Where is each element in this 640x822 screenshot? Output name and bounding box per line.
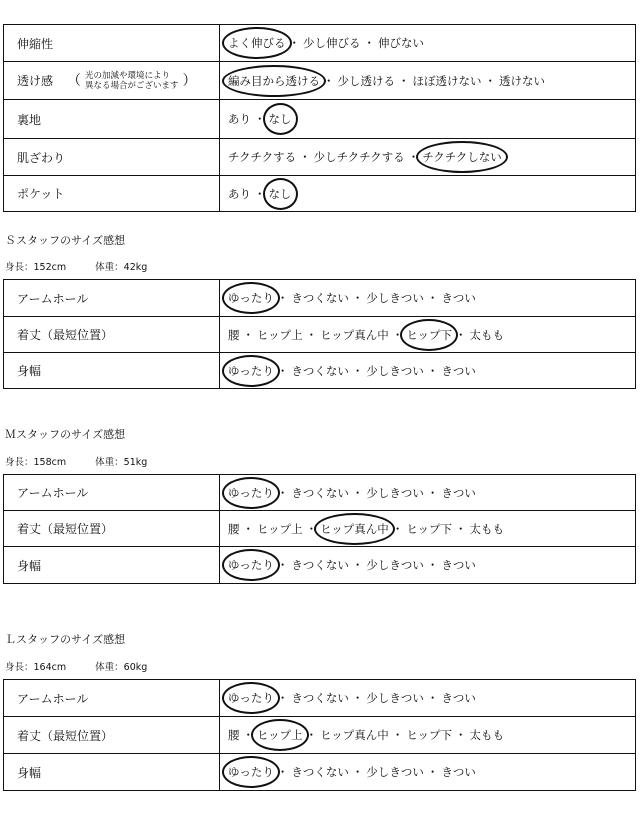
row-options: [220, 547, 636, 584]
option-separator: ・: [426, 485, 439, 500]
row-label: 着丈（最短位置）: [4, 317, 220, 353]
note-line-1: 光の加減や環境により: [85, 70, 171, 81]
row-label-cell: [4, 62, 220, 100]
row-label: 身幅: [4, 754, 220, 791]
row-options: [220, 475, 636, 511]
row-options: [220, 25, 636, 62]
option: ヒップ上: [257, 521, 303, 536]
row-options: [220, 353, 636, 389]
option-separator: ・: [484, 73, 496, 88]
row-options: [220, 62, 636, 100]
height-label: 身長：164cm: [5, 662, 67, 673]
row-options: [220, 100, 636, 139]
row-label: アームホール: [4, 475, 220, 511]
row-label: 伸縮性: [4, 25, 220, 62]
option-separator: ・: [391, 521, 404, 536]
option: きつくない: [291, 691, 349, 705]
spec-row-texture: [4, 139, 636, 176]
spec-row-stretch: [4, 25, 636, 62]
size-row-armhole: [4, 280, 636, 317]
row-label: 肌ざわり: [4, 139, 220, 176]
option-selected: ゆったり: [228, 558, 274, 572]
weight-label: 体重：60kg: [95, 662, 148, 673]
option-separator: ・: [351, 765, 364, 779]
option: 腰: [228, 521, 240, 536]
size-table-s: [3, 279, 636, 389]
option-separator: ・: [276, 291, 289, 305]
measurements-s: [5, 259, 147, 273]
option-separator: ・: [288, 36, 300, 50]
option-separator: ・: [276, 485, 289, 500]
option: きつくない: [291, 291, 349, 305]
row-label: 着丈（最短位置）: [4, 717, 220, 754]
row-options: [220, 511, 636, 547]
option-separator: ・: [454, 728, 467, 742]
option: ヒップ上: [257, 327, 303, 342]
option: 少しきつい: [366, 485, 424, 500]
option: きつい: [441, 691, 476, 705]
size-row-armhole: [4, 475, 636, 511]
option: きつくない: [291, 558, 349, 572]
sheerness-note: （ 光の加減や環境により 異なる場合がございます ）: [67, 70, 197, 91]
option-selected: ヒップ真ん中: [320, 521, 389, 536]
option: 少しチクチクする: [313, 150, 405, 164]
spec-row-pocket: [4, 176, 636, 212]
option: 太もも: [469, 521, 504, 536]
option: 太もも: [469, 728, 504, 742]
option: 少し透ける: [337, 73, 395, 88]
option-separator: ・: [276, 363, 289, 378]
option-selected: なし: [268, 186, 292, 201]
option-selected: ゆったり: [228, 691, 274, 705]
row-label: 裏地: [4, 100, 220, 139]
measurements-m: [5, 454, 147, 468]
option-separator: ・: [426, 363, 439, 378]
row-options: [220, 280, 636, 317]
option-selected: ヒップ下: [406, 327, 452, 342]
option-separator: ・: [351, 485, 364, 500]
option: きつい: [441, 485, 476, 500]
option: 少し伸びる: [303, 36, 361, 50]
size-table-m: [3, 474, 636, 584]
option-selected: ヒップ上: [257, 728, 303, 742]
section-title-l: Ｌスタッフのサイズ感想: [5, 633, 126, 646]
option-separator: ・: [323, 73, 335, 88]
option: 少しきつい: [366, 363, 424, 378]
spec-table: [3, 24, 636, 212]
option: きつい: [441, 363, 476, 378]
option: あり: [228, 112, 251, 126]
option-separator: ・: [276, 691, 289, 705]
row-label: アームホール: [4, 680, 220, 717]
option-separator: ・: [254, 112, 266, 126]
option-separator: ・: [242, 728, 254, 742]
option: チクチクする: [228, 150, 297, 164]
option: あり: [228, 186, 251, 201]
option-separator: ・: [398, 73, 410, 88]
option: きつくない: [291, 765, 349, 779]
option: ヒップ下: [406, 728, 452, 742]
row-label: 着丈（最短位置）: [4, 511, 220, 547]
option: 太もも: [469, 327, 504, 342]
height-label: 身長：152cm: [5, 262, 67, 273]
option: 少しきつい: [366, 691, 424, 705]
option-separator: ・: [305, 728, 318, 742]
option-separator: ・: [426, 291, 439, 305]
option-separator: ・: [276, 558, 289, 572]
row-options: [220, 680, 636, 717]
option-separator: ・: [351, 558, 364, 572]
option-separator: ・: [299, 150, 311, 164]
row-label: 透け感: [17, 74, 54, 88]
option-separator: ・: [276, 765, 289, 779]
row-options: [220, 176, 636, 212]
option-separator: ・: [426, 691, 439, 705]
size-row-width: [4, 353, 636, 389]
section-title-m: Ｍスタッフのサイズ感想: [5, 428, 126, 441]
option: きつくない: [291, 485, 349, 500]
option: ヒップ真ん中: [320, 327, 389, 342]
option-separator: ・: [351, 691, 364, 705]
size-row-armhole: [4, 680, 636, 717]
row-label: 身幅: [4, 353, 220, 389]
option-separator: ・: [454, 327, 467, 342]
row-options: [220, 317, 636, 353]
option: きつくない: [291, 363, 349, 378]
option-selected: ゆったり: [228, 291, 274, 305]
size-row-length: [4, 511, 636, 547]
spec-row-sheerness: [4, 62, 636, 100]
option-separator: ・: [426, 558, 439, 572]
row-options: [220, 139, 636, 176]
option-selected: ゆったり: [228, 363, 274, 378]
option: ヒップ真ん中: [320, 728, 389, 742]
option: きつい: [441, 765, 476, 779]
row-label: ポケット: [4, 176, 220, 212]
size-row-length: [4, 317, 636, 353]
row-label: アームホール: [4, 280, 220, 317]
option-selected: よく伸びる: [228, 36, 286, 50]
option: 少しきつい: [366, 765, 424, 779]
option-separator: ・: [363, 36, 375, 50]
option-selected: ゆったり: [228, 485, 274, 500]
option-separator: ・: [454, 521, 467, 536]
option: 腰: [228, 728, 240, 742]
option-separator: ・: [391, 327, 404, 342]
option-selected: なし: [268, 112, 292, 126]
option-separator: ・: [305, 521, 318, 536]
option-separator: ・: [242, 327, 254, 342]
option: きつい: [441, 291, 476, 305]
option: きつい: [441, 558, 476, 572]
size-row-width: [4, 547, 636, 584]
weight-label: 体重：51kg: [95, 457, 148, 468]
size-row-length: [4, 717, 636, 754]
option: ヒップ下: [406, 521, 452, 536]
row-label: 身幅: [4, 547, 220, 584]
option: 少しきつい: [366, 558, 424, 572]
option: ほぼ透けない: [412, 73, 482, 88]
height-label: 身長：158cm: [5, 457, 67, 468]
option-separator: ・: [254, 186, 266, 201]
option-separator: ・: [351, 363, 364, 378]
option-separator: ・: [351, 291, 364, 305]
option-separator: ・: [391, 728, 404, 742]
measurements-l: [5, 659, 147, 673]
row-options: [220, 754, 636, 791]
option: 伸びない: [378, 36, 424, 50]
option-separator: ・: [305, 327, 318, 342]
option-separator: ・: [426, 765, 439, 779]
option-separator: ・: [407, 150, 420, 164]
spec-row-lining: [4, 100, 636, 139]
option-selected: ゆったり: [228, 765, 274, 779]
row-options: [220, 717, 636, 754]
section-title-s: Ｓスタッフのサイズ感想: [5, 234, 126, 247]
option: 腰: [228, 327, 240, 342]
size-table-l: [3, 679, 636, 791]
option-separator: ・: [242, 521, 254, 536]
option: 少しきつい: [366, 291, 424, 305]
option-selected: チクチクしない: [422, 150, 502, 164]
note-line-2: 異なる場合がございます: [85, 80, 179, 91]
option-selected: 編み目から透ける: [228, 73, 320, 88]
size-row-width: [4, 754, 636, 791]
weight-label: 体重：42kg: [95, 262, 148, 273]
option: 透けない: [499, 73, 545, 88]
